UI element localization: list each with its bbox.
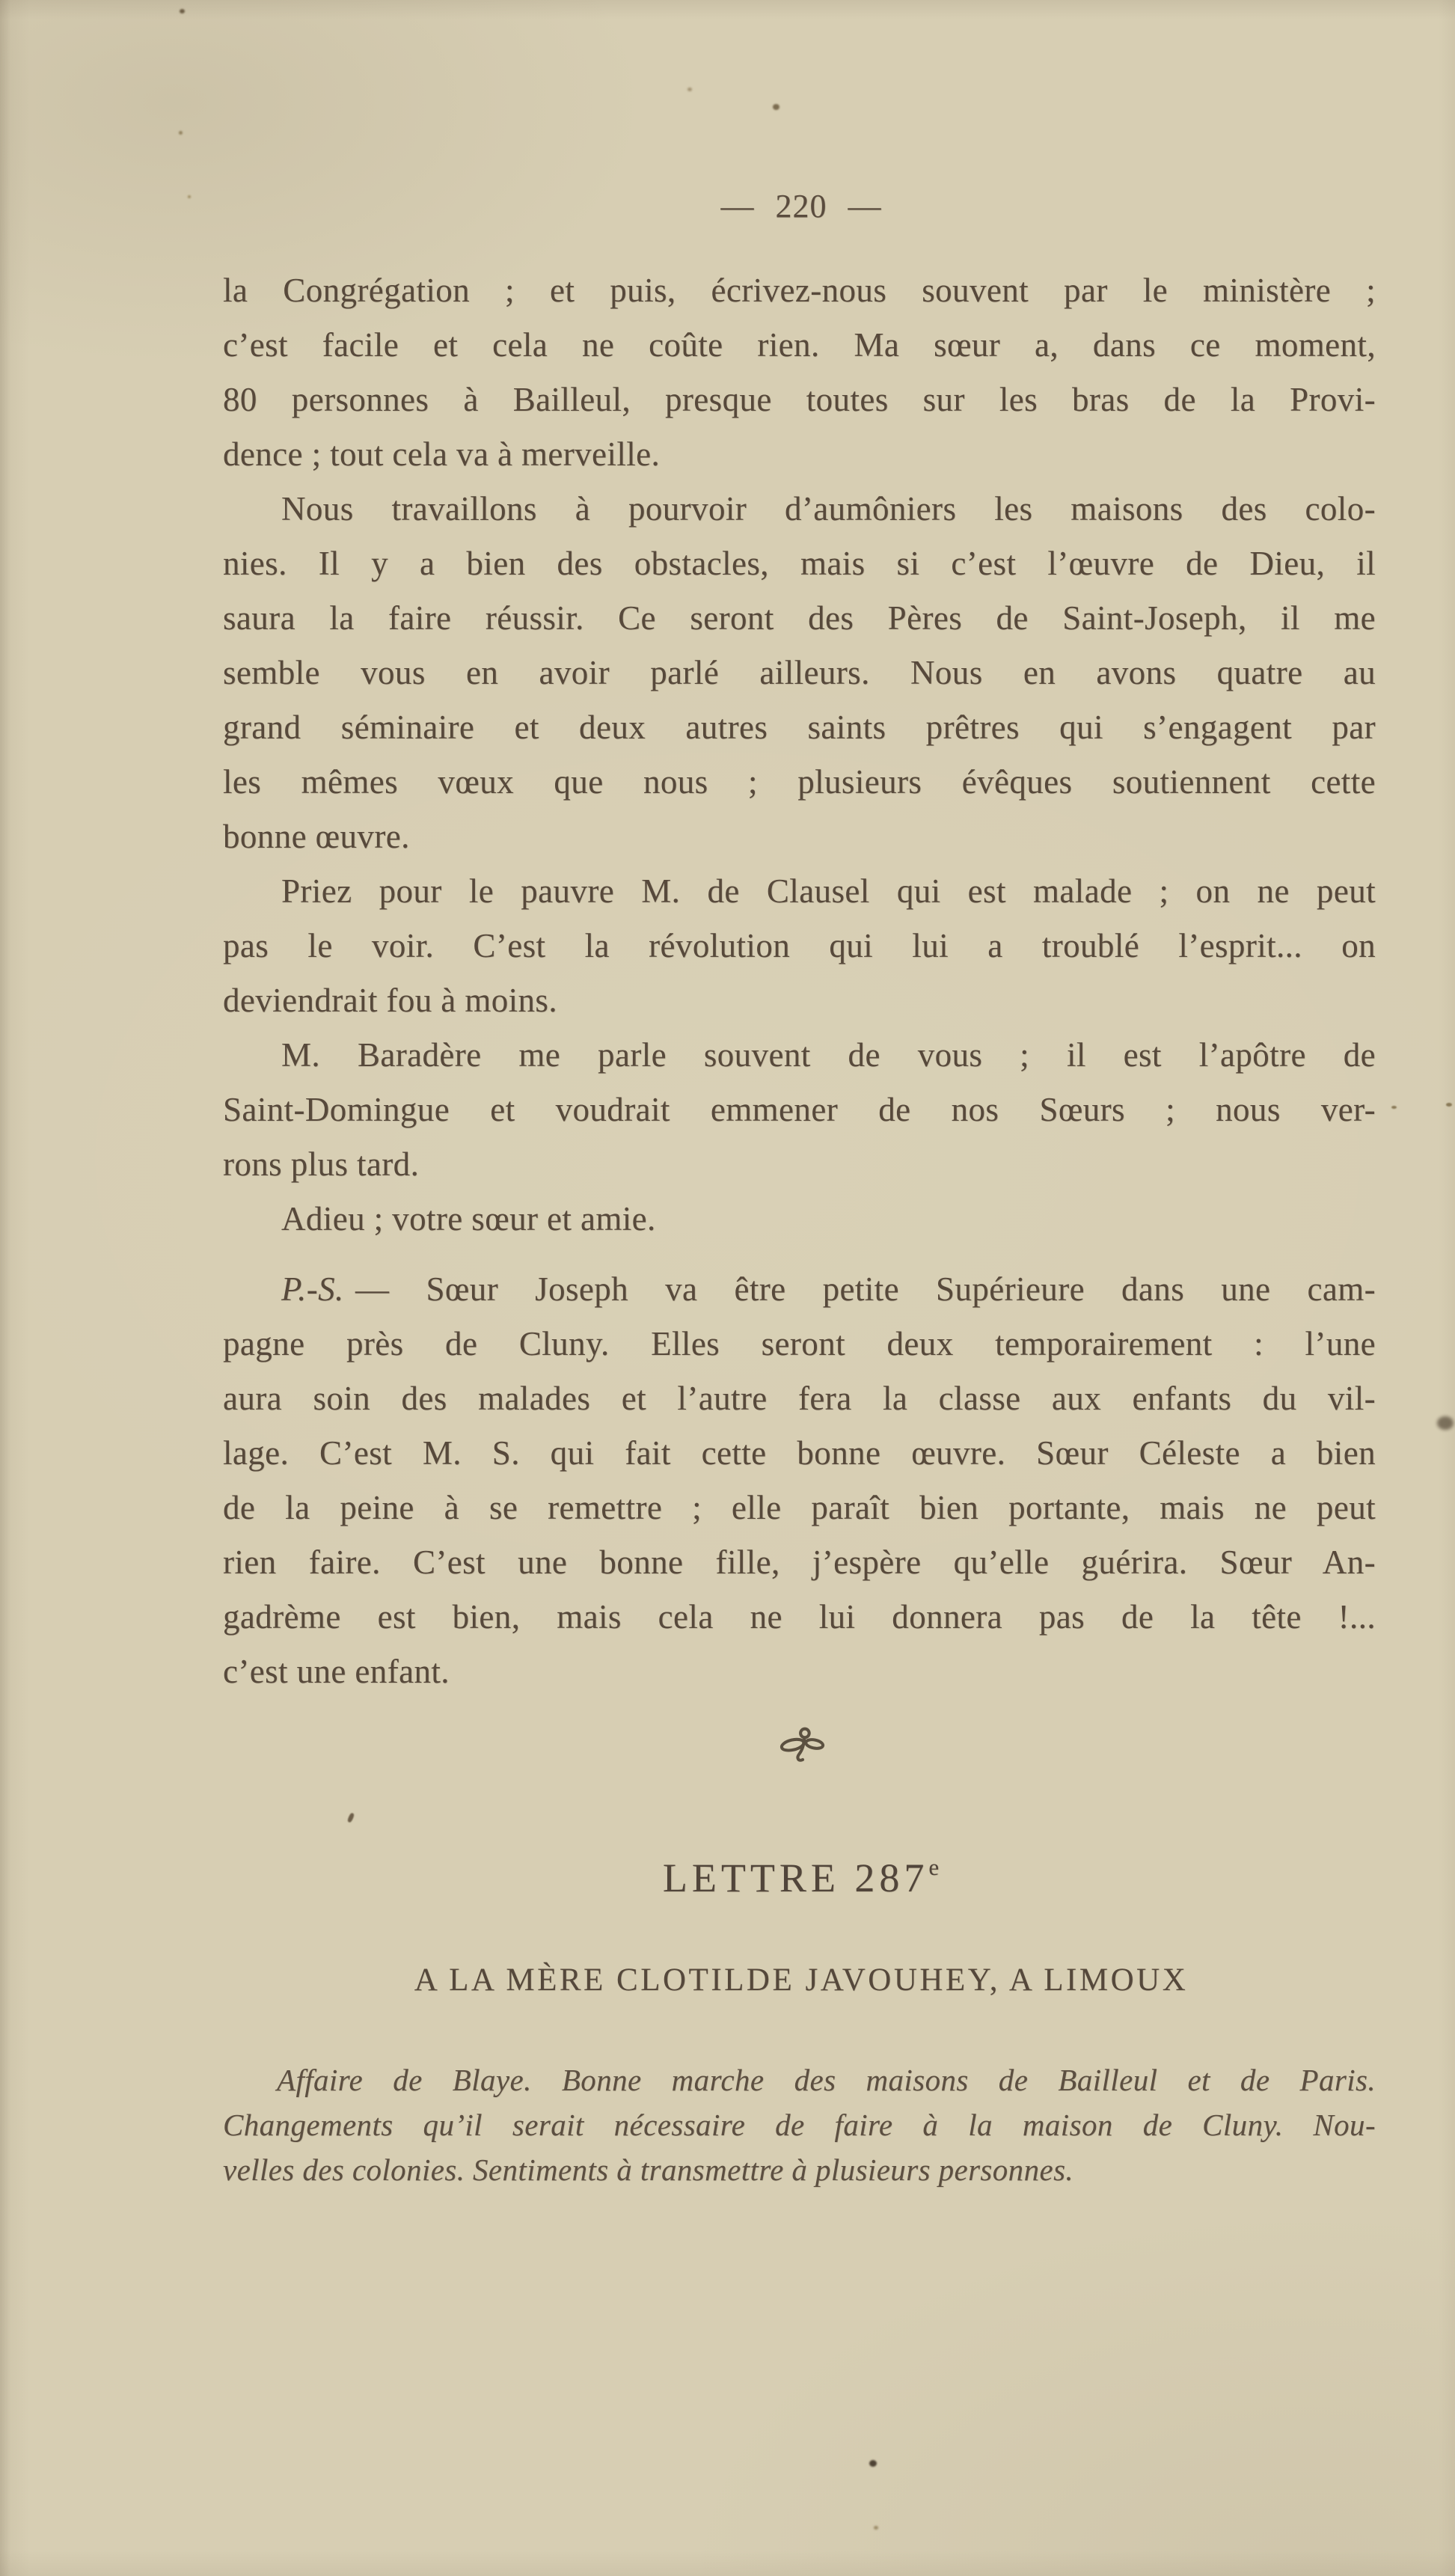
text-line: bonne œuvre. — [223, 818, 410, 855]
letter-heading-ordinal: e — [928, 1854, 940, 1880]
text-line: pagne près de Cluny. Elles seront deux temporairement : l’une — [223, 1325, 1376, 1362]
text-line: rien faire. C’est une bonne fille, j’espère qu’elle guérira. Sœur An- — [223, 1544, 1376, 1581]
text-line: Nous travaillons à pourvoir d’aumôniers les maisons des colo- — [281, 490, 1376, 527]
paragraph — [223, 263, 1376, 482]
page-number: — 220 — — [720, 188, 882, 224]
text-line: pas le voir. C’est la révolution qui lui a troublé l’esprit... on — [223, 927, 1376, 964]
paper-speck — [773, 104, 779, 110]
text-line: 80 personnes à Bailleul, presque toutes sur les bras de la Provi- — [223, 381, 1376, 418]
paragraph — [223, 1028, 1376, 1192]
text-line: grand séminaire et deux autres saints prêtres qui s’engagent par — [223, 709, 1376, 746]
text-line: nies. Il y a bien des obstacles, mais si c’est l’œuvre de Dieu, il — [223, 545, 1376, 582]
text-line: saura la faire réussir. Ce seront des Pères de Saint-Joseph, il me — [223, 599, 1376, 637]
letter-heading-title: LETTRE 287 — [662, 1855, 929, 1900]
text-line: M. Baradère me parle souvent de vous ; il est l’apôtre de — [281, 1036, 1376, 1074]
text-line: de la peine à se remettre ; elle paraît bien portante, mais ne peut — [223, 1489, 1376, 1526]
paper-speck — [869, 2460, 877, 2467]
text-line: rons plus tard. — [223, 1145, 420, 1183]
text-line: deviendrait fou à moins. — [223, 982, 557, 1019]
text-line: Changements qu’il serait nécessaire de faire à la maison de Cluny. Nou- — [223, 2108, 1376, 2142]
text-line: Affaire de Blaye. Bonne marche des maisons de Bailleul et de Paris. — [277, 2063, 1376, 2097]
paper-speck — [347, 1812, 355, 1823]
paper-speck — [180, 9, 185, 13]
paper-speck — [1391, 1106, 1397, 1109]
text-line: Adieu ; votre sœur et amie. — [281, 1200, 656, 1237]
paper-speck — [687, 88, 692, 91]
text-line — [223, 1262, 1376, 1317]
letter-heading — [224, 1854, 1378, 1901]
paper-speck — [1446, 1103, 1452, 1107]
text-line: semble vous en avoir parlé ailleurs. Nous en avons quatre au — [223, 654, 1376, 691]
text-span: — Sœur Joseph va être petite Supérieure dans une cam- — [355, 1270, 1376, 1308]
text-line: les mêmes vœux que nous ; plusieurs évêques soutiennent cette — [223, 763, 1376, 801]
paragraph — [223, 482, 1376, 864]
text-line: Priez pour le pauvre M. de Clausel qui est malade ; on ne peut — [281, 872, 1376, 910]
letter-summary — [223, 2058, 1376, 2192]
text-line: c’est facile et cela ne coûte rien. Ma sœur a, dans ce moment, — [223, 326, 1376, 364]
postscript-label: P.-S. — [281, 1270, 344, 1308]
paper-speck — [179, 131, 183, 135]
paper-speck — [1437, 1416, 1454, 1430]
paragraph — [223, 864, 1376, 1028]
letter-recipient: A LA MÈRE CLOTILDE JAVOUHEY, A LIMOUX — [414, 1962, 1189, 1998]
text-line: gadrème est bien, mais cela ne lui donnera pas de la tête !... — [223, 1598, 1376, 1636]
letter-body — [223, 263, 1376, 1246]
text-line: c’est une enfant. — [223, 1653, 450, 1690]
text-line: dence ; tout cela va à merveille. — [223, 435, 661, 473]
postscript — [223, 1262, 1376, 1699]
text-line: lage. C’est M. S. qui fait cette bonne œuvre. Sœur Céleste a bien — [223, 1434, 1376, 1472]
paragraph — [223, 1192, 1376, 1246]
paper-speck — [188, 195, 191, 198]
fleuron-ornament-icon — [776, 1722, 829, 1766]
paper-speck — [874, 2526, 878, 2530]
text-line: aura soin des malades et l’autre fera la classe aux enfants du vil- — [223, 1380, 1376, 1417]
text-line: Saint-Domingue et voudrait emmener de nos Sœurs ; nous ver- — [223, 1091, 1376, 1128]
text-line: velles des colonies. Sentiments à transmettre à plusieurs personnes. — [223, 2153, 1074, 2187]
text-line: la Congrégation ; et puis, écrivez-nous souvent par le ministère ; — [223, 272, 1376, 309]
